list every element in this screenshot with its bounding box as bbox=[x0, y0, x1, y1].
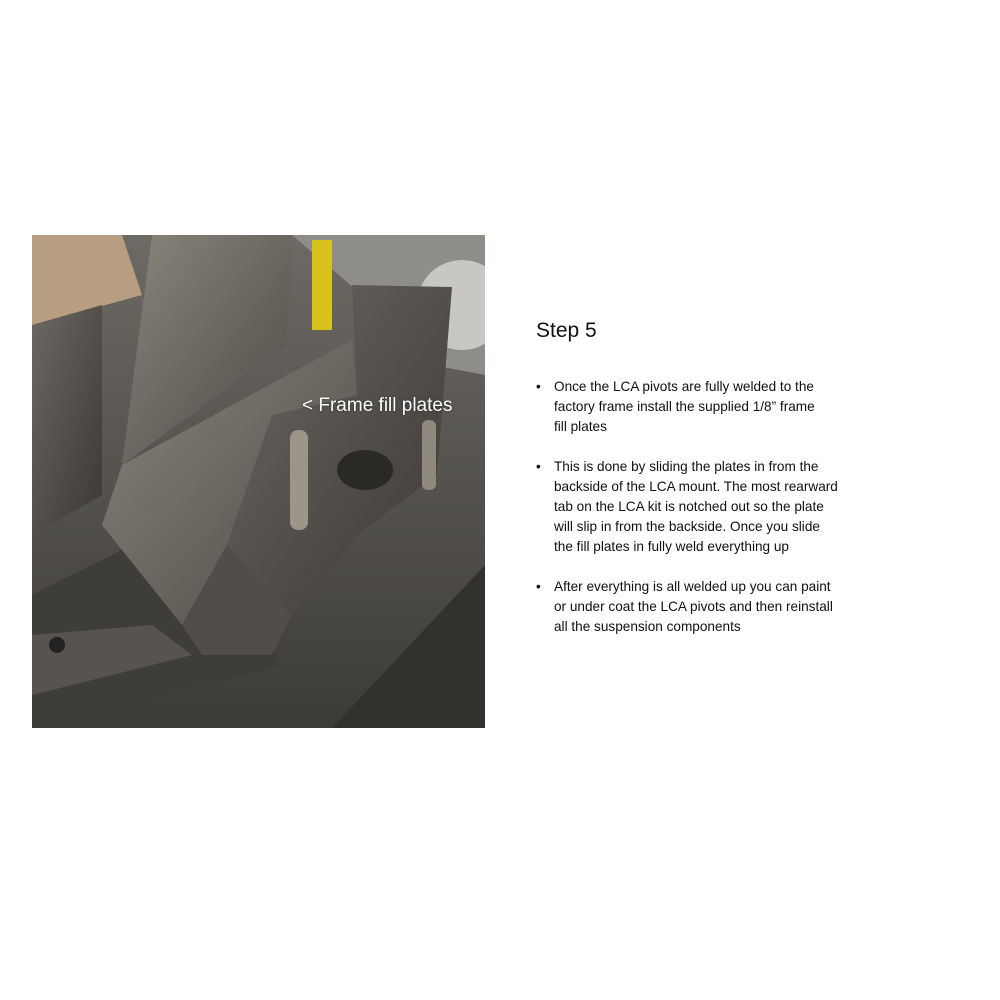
step-title: Step 5 bbox=[536, 319, 597, 342]
instruction-list bbox=[536, 377, 838, 657]
bullet-icon: • bbox=[536, 459, 541, 474]
instruction-item bbox=[536, 577, 838, 637]
instruction-line: tab on the LCA kit is notched out so the plate bbox=[554, 499, 824, 514]
instruction-line: factory frame install the supplied 1/8” frame bbox=[554, 399, 815, 414]
instruction-item bbox=[536, 377, 838, 437]
photo-annotation-label: < Frame fill plates bbox=[302, 395, 453, 416]
welded-bracket-illustration bbox=[32, 235, 485, 728]
instruction-line: After everything is all welded up you can paint bbox=[554, 579, 831, 594]
instruction-line: backside of the LCA mount. The most rearward bbox=[554, 479, 838, 494]
instruction-line: Once the LCA pivots are fully welded to the bbox=[554, 379, 814, 394]
instruction-line: all the suspension components bbox=[554, 619, 741, 634]
instruction-line: fill plates bbox=[554, 419, 607, 434]
instruction-line: the fill plates in fully weld everything up bbox=[554, 539, 789, 554]
frame-fill-plates-photo bbox=[32, 235, 485, 728]
instruction-line: This is done by sliding the plates in from the bbox=[554, 459, 819, 474]
bullet-icon: • bbox=[536, 379, 541, 394]
instruction-line: or under coat the LCA pivots and then reinstall bbox=[554, 599, 833, 614]
instruction-line: will slip in from the backside. Once you slide bbox=[554, 519, 820, 534]
bullet-icon: • bbox=[536, 579, 541, 594]
instruction-item bbox=[536, 457, 838, 557]
